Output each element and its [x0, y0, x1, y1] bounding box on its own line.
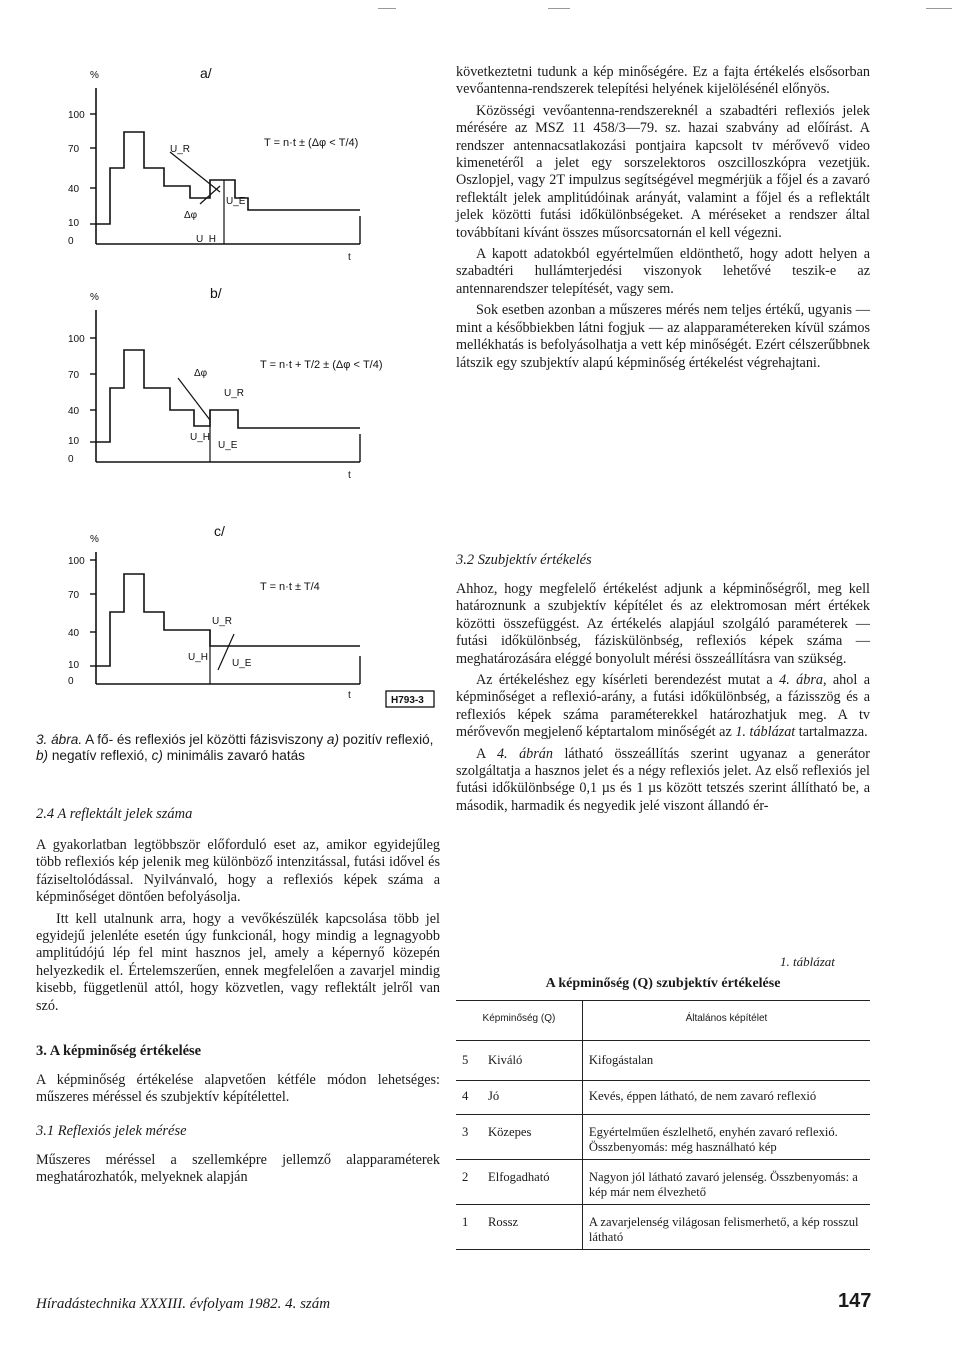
right-paragraph	[456, 746, 870, 816]
page-number: 147	[838, 1290, 872, 1312]
table-cell-num: 1	[462, 1215, 469, 1229]
panel-c-label: c/	[214, 523, 225, 539]
p6-part: tartalmazza.	[795, 724, 868, 741]
right-paragraph: Sok esetben azonban a műszeres mérés nem teljes értékű, ugyanis — mint a későbbiekben látni fogjuk — az alapparamétereken kívül számos mellékhatás is befolyásolhatja a vett kép minőségét. Ezért célszerűbbnek látszik egy szubjektív alapú képminőség értékelést végrehajtani.	[456, 302, 870, 371]
table-header-row	[456, 1001, 870, 1041]
panel-a-formula: T = n·t ± (Δφ < T/4)	[264, 137, 359, 149]
left-paragraph: Műszeres méréssel a szellemképre jellemző alapparaméterek meghatározhatók, melyeknek alapján	[36, 1151, 440, 1186]
caption-a: a)	[326, 732, 339, 747]
caption-b: b)	[36, 748, 49, 763]
section-2-4-heading: 2.4 A reflektált jelek száma	[36, 806, 193, 822]
figure-3	[60, 48, 456, 708]
left-paragraph: A képminőség értékelése alapvetően kétféle módon lehetséges: műszeres méréssel és szubjektív képítélettel.	[36, 1072, 440, 1106]
panel-c-ytick: 0	[68, 676, 74, 687]
figure-3-drawing	[60, 48, 456, 708]
table-cell-name: Elfogadható	[482, 1160, 582, 1205]
table-cell-num: 4	[462, 1089, 469, 1103]
panel-a-label: a/	[200, 65, 212, 81]
panel-b-label: b/	[210, 285, 222, 301]
table-1	[456, 1000, 870, 1250]
panel-c-ytick: 70	[68, 590, 80, 601]
panel-a-ytick: 100	[68, 110, 85, 121]
table-cell-num: 3	[462, 1125, 469, 1139]
figure-ref: 4. ábrán	[496, 745, 553, 762]
right-paragraph: Ahhoz, hogy megfelelő értékelést adjunk a képminőségről, meg kell határoznunk a szubjektív képítélet és az elektromosan mért értékek közötti összefüggést. Az értékelés alapjául szolgáló paraméterek — futási időkülönbség, fáziskülönbség, reflexiós képek száma — meghatározására eléggé bonyolult mérési összeállításra van szükség.	[456, 581, 870, 667]
panel-b-ytick: 10	[68, 436, 80, 447]
table-1-title: A képminőség (Q) szubjektív értékelése	[545, 976, 781, 991]
figure-ref: 4. ábra	[779, 672, 823, 689]
panel-b-ytick: 40	[68, 406, 80, 417]
caption-text: A fő- és reflexiós jel közötti fázisviszony	[82, 732, 327, 747]
scan-artifact-line	[378, 8, 396, 9]
p6-part: , ahol a képminőséget a reflexió-arány, a futási időkülönbség, a fázisszög és a reflexiós képek száma paraméterekkel határozhatjuk meg. A tv mérővevőn megjelenő képtartalom minőségét az	[456, 672, 870, 741]
panel-b-label-ue: U_E	[218, 440, 238, 451]
scan-artifact-line	[926, 8, 952, 9]
caption-a-text: pozitív reflexió,	[339, 732, 434, 747]
panel-c-label-ue: U_E	[232, 658, 252, 669]
panel-b-label-t: t	[348, 470, 351, 481]
table-cell-desc: Egyértelműen észlelhető, enyhén zavaró reflexió. Összbenyomás: még használható kép	[588, 1125, 838, 1154]
right-column-lower	[456, 552, 870, 819]
caption-b-text: negatív reflexió,	[48, 748, 152, 763]
panel-b-label-ur: U_R	[224, 388, 245, 399]
panel-c-label-ur: U_R	[212, 616, 233, 627]
panel-b-ytick: 0	[68, 454, 74, 465]
table-cell-name: Jó	[482, 1081, 582, 1115]
panel-c-label-uh: U_H	[188, 652, 209, 663]
journal-footer: Híradástechnika XXXIII. évfolyam 1982. 4. szám	[36, 1296, 331, 1312]
table-cell-name: Közepes	[482, 1115, 582, 1160]
panel-b-formula: T = n·t + T/2 ± (Δφ < T/4)	[260, 359, 383, 371]
section-3-1-heading: 3.1 Reflexiós jelek mérése	[36, 1122, 187, 1139]
figure-caption	[36, 732, 440, 764]
caption-c-text: minimális zavaró hatás	[162, 748, 305, 763]
panel-c-ytick: 40	[68, 628, 80, 639]
quality-table	[456, 1000, 870, 1250]
table-row	[456, 1160, 870, 1205]
right-paragraph	[456, 672, 870, 742]
panel-c-formula: T = n·t ± T/4	[260, 581, 320, 593]
panel-a-label-t: t	[348, 252, 351, 263]
panel-a-label-ur: U_R	[170, 144, 191, 155]
right-paragraph: Közösségi vevőantenna-rendszereknél a szabadtéri reflexiós jelek mérésére az MSZ 11 458/3—79. sz. hazai szabvány ad előírást. A rendszer antennacsatlakozási pontjaira kapcsolt tv mérővevő video kimenetéről a jelet egy sorszelektoros oszcilloszkópra vezetjük. Oszlopjel, vagy 2T impulzus segítségével megmérjük a főjel és a zavaró reflektált jelek amplitúdóinak arányát, valamint a főjel és a reflektált jelek közötti futási időkülönbségeket. A méréseket a rendszer által továbbítani kívánt összes műsorcsatornán el kell végezni.	[456, 102, 870, 241]
table-cell-desc: Kifogástalan	[588, 1053, 654, 1067]
panel-b-percent: %	[90, 292, 99, 303]
table-row	[456, 1115, 870, 1160]
section-3-heading: 3. A képminőség értékelése	[36, 1043, 202, 1060]
panel-a-label-dphi: Δφ	[184, 210, 198, 221]
table-header-cell: Általános képítélet	[685, 1013, 768, 1024]
panel-b-ytick: 70	[68, 370, 80, 381]
table-ref: 1. táblázat	[735, 724, 796, 741]
left-paragraph: A gyakorlatban legtöbbször előforduló eset az, amikor egyidejűleg több reflexiós kép jelenik meg különböző intenzitással, futási idővel és fáziseltolódással. Nyilvánvaló, hogy a reflexiós képek száma a képminőséget döntően befolyásolja.	[36, 837, 440, 906]
p7-part: látható összeállítás szerint ugyanaz a generátor szolgáltatja a hasznos jelet és a négy reflexiós jelet. Az első reflexiós jel futási időkülönbsége 0,1 µs és 1 µs között tetszés szerint állítható be, a második, harmadik és negyedik jelé viszont állandó ér-	[456, 745, 870, 814]
right-paragraph: következtetni tudunk a kép minőségére. Ez a fajta értékelés elsősorban vevőantenna-rendszerek telepítési helyének kijelölésénél előnyös.	[456, 64, 870, 98]
p6-part: Az értékeléshez egy kísérleti berendezést mutat a	[476, 672, 780, 689]
right-column	[456, 64, 870, 376]
table-cell-desc: Nagyon jól látható zavaró jelenség. Összbenyomás: a kép már nem élvezhető	[588, 1170, 858, 1199]
section-3-2-heading: 3.2 Szubjektív értékelés	[456, 552, 592, 568]
panel-c-label-t: t	[348, 690, 351, 701]
caption-c: c)	[151, 748, 163, 763]
panel-b-label-uh: U_H	[190, 432, 211, 443]
table-cell-num: 5	[462, 1053, 469, 1067]
panel-c-percent: %	[90, 534, 99, 545]
panel-a-ytick: 10	[68, 218, 80, 229]
panel-a-label-ue: U_E	[226, 196, 246, 207]
table-header-cell: Képminőség (Q)	[456, 1001, 582, 1041]
table-1-label: 1. táblázat	[780, 954, 835, 969]
table-row	[456, 1205, 870, 1250]
table-cell-num: 2	[462, 1170, 469, 1184]
table-row	[456, 1041, 870, 1081]
panel-b-label-dphi: Δφ	[194, 368, 208, 379]
scan-artifact-line	[548, 8, 570, 9]
table-cell-name: Kiváló	[482, 1041, 582, 1081]
table-cell-desc: A zavarjelenség világosan felismerhető, a kép rosszul látható	[588, 1215, 859, 1244]
table-row	[456, 1081, 870, 1115]
table-cell-desc: Kevés, éppen látható, de nem zavaró reflexió	[588, 1089, 817, 1103]
panel-a-ytick: 70	[68, 144, 80, 155]
caption-prefix: 3. ábra.	[36, 732, 83, 747]
panel-a-ytick: 0	[68, 236, 74, 247]
panel-c-ytick: 100	[68, 556, 85, 567]
right-paragraph: A kapott adatokból egyértelműen eldönthető, hogy adott helyen a szabadtéri hullámterjedési viszonyok lehetővé teszik-e az antennarendszer telepítését, vagy sem.	[456, 246, 870, 297]
panel-a-ytick: 40	[68, 184, 80, 195]
left-paragraph: Itt kell utalnunk arra, hogy a vevőkészülék kapcsolása több jel egyidejű jelenléte esetén úgy funkcionál, hogy mindig a legnagyobb amplitúdójú lép fel mint hasznos jel, amely a képernyő közepén helyezkedik el. Értelemszerűen, ennek megfelelően a zavarjel mindig kisebb, függetlenül attól, hogy közvetlen, vagy reflektált jelről van szó.	[36, 910, 440, 1014]
panel-b-ytick: 100	[68, 334, 85, 345]
panel-c-ytick: 10	[68, 660, 80, 671]
figure-code: H793-3	[391, 695, 424, 706]
panel-a-label-uh: U_H	[196, 234, 217, 245]
p7-part: A	[476, 745, 497, 762]
left-column	[36, 806, 440, 1191]
panel-a-percent: %	[90, 70, 99, 81]
table-cell-name: Rossz	[482, 1205, 582, 1250]
